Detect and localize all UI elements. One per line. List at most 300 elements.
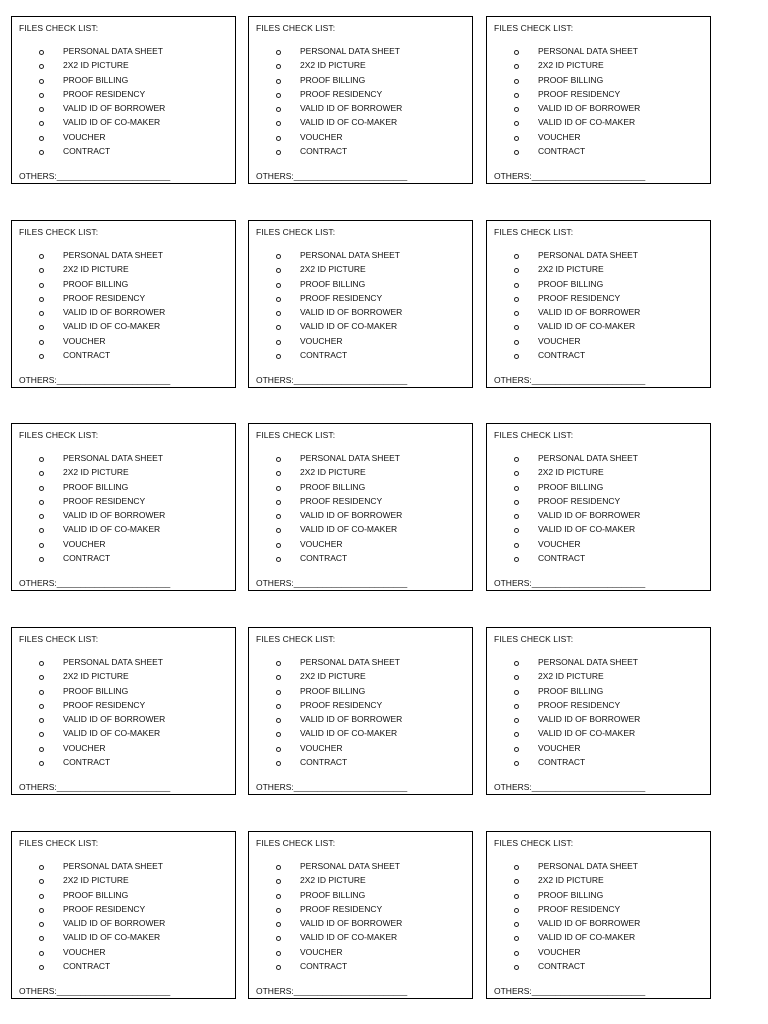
checklist-items xyxy=(487,657,710,771)
checklist-item xyxy=(12,467,235,481)
circle-bullet-icon xyxy=(276,690,281,695)
checklist-item xyxy=(487,728,710,742)
circle-bullet-icon xyxy=(39,879,44,884)
circle-bullet-icon xyxy=(514,951,519,956)
checklist-title: FILES CHECK LIST: xyxy=(256,227,336,237)
checklist-item-label: CONTRACT xyxy=(63,961,111,972)
circle-bullet-icon xyxy=(276,908,281,913)
checklist-item-label: 2X2 ID PICTURE xyxy=(538,671,604,682)
circle-bullet-icon xyxy=(276,93,281,98)
checklist-item-label: VOUCHER xyxy=(300,742,343,753)
checklist-item-label: PERSONAL DATA SHEET xyxy=(538,453,638,463)
checklist-item-label: VOUCHER xyxy=(63,946,106,957)
checklist-items xyxy=(487,453,710,567)
checklist-card xyxy=(248,423,473,591)
checklist-card xyxy=(11,831,236,999)
checklist-item xyxy=(249,103,472,117)
checklist-item-label: VALID ID OF CO-MAKER xyxy=(300,932,398,943)
checklist-item-label: VALID ID OF CO-MAKER xyxy=(538,117,636,128)
checklist-item-label: CONTRACT xyxy=(300,553,348,564)
checklist-item-label: VALID ID OF BORROWER xyxy=(300,918,403,929)
circle-bullet-icon xyxy=(514,922,519,927)
checklist-item xyxy=(12,918,235,932)
checklist-item-label: PROOF RESIDENCY xyxy=(300,699,383,710)
checklist-item-label: PROOF RESIDENCY xyxy=(538,88,621,99)
others-line: OTHERS:________________________ xyxy=(494,782,646,792)
checklist-item-label: VALID ID OF BORROWER xyxy=(538,103,641,114)
checklist-item xyxy=(487,307,710,321)
checklist-item xyxy=(249,861,472,875)
checklist-title: FILES CHECK LIST: xyxy=(256,430,336,440)
checklist-items xyxy=(487,250,710,364)
circle-bullet-icon xyxy=(514,297,519,302)
circle-bullet-icon xyxy=(514,894,519,899)
checklist-items xyxy=(487,46,710,160)
checklist-item xyxy=(487,350,710,364)
circle-bullet-icon xyxy=(39,79,44,84)
checklist-item xyxy=(487,75,710,89)
checklist-title: FILES CHECK LIST: xyxy=(256,838,336,848)
checklist-title: FILES CHECK LIST: xyxy=(19,634,99,644)
circle-bullet-icon xyxy=(514,471,519,476)
checklist-item xyxy=(249,117,472,131)
checklist-item-label: PROOF BILLING xyxy=(538,889,604,900)
checklist-item-label: VALID ID OF CO-MAKER xyxy=(538,932,636,943)
checklist-item-label: VALID ID OF CO-MAKER xyxy=(538,524,636,535)
checklist-items xyxy=(249,46,472,160)
checklist-item xyxy=(12,89,235,103)
checklist-item-label: PROOF BILLING xyxy=(300,685,366,696)
checklist-item-label: PROOF BILLING xyxy=(63,889,129,900)
circle-bullet-icon xyxy=(276,268,281,273)
circle-bullet-icon xyxy=(39,922,44,927)
checklist-card xyxy=(486,831,711,999)
checklist-item xyxy=(12,757,235,771)
checklist-item xyxy=(249,482,472,496)
checklist-item xyxy=(12,671,235,685)
checklist-item xyxy=(249,250,472,264)
checklist-item xyxy=(12,961,235,975)
checklist-item xyxy=(487,743,710,757)
checklist-item xyxy=(12,539,235,553)
circle-bullet-icon xyxy=(39,283,44,288)
checklist-title: FILES CHECK LIST: xyxy=(19,23,99,33)
circle-bullet-icon xyxy=(39,136,44,141)
circle-bullet-icon xyxy=(39,471,44,476)
checklist-item xyxy=(12,657,235,671)
checklist-item xyxy=(487,321,710,335)
checklist-item-label: PERSONAL DATA SHEET xyxy=(300,46,400,56)
circle-bullet-icon xyxy=(514,528,519,533)
checklist-item-label: PROOF RESIDENCY xyxy=(300,292,383,303)
checklist-item-label: 2X2 ID PICTURE xyxy=(300,671,366,682)
checklist-item-label: PERSONAL DATA SHEET xyxy=(63,453,163,463)
checklist-item-label: PROOF BILLING xyxy=(63,74,129,85)
circle-bullet-icon xyxy=(39,761,44,766)
checklist-card xyxy=(11,423,236,591)
checklist-item-label: VALID ID OF CO-MAKER xyxy=(63,728,161,739)
checklist-item xyxy=(487,700,710,714)
checklist-item-label: PROOF BILLING xyxy=(300,889,366,900)
circle-bullet-icon xyxy=(39,894,44,899)
circle-bullet-icon xyxy=(276,718,281,723)
checklist-item xyxy=(487,132,710,146)
checklist-item-label: VALID ID OF BORROWER xyxy=(300,307,403,318)
checklist-item-label: 2X2 ID PICTURE xyxy=(63,671,129,682)
circle-bullet-icon xyxy=(39,543,44,548)
circle-bullet-icon xyxy=(39,747,44,752)
checklist-item-label: VOUCHER xyxy=(300,131,343,142)
circle-bullet-icon xyxy=(39,268,44,273)
checklist-title: FILES CHECK LIST: xyxy=(19,227,99,237)
checklist-item xyxy=(249,293,472,307)
circle-bullet-icon xyxy=(39,936,44,941)
checklist-item-label: 2X2 ID PICTURE xyxy=(538,60,604,71)
checklist-item xyxy=(487,932,710,946)
circle-bullet-icon xyxy=(276,557,281,562)
checklist-item xyxy=(249,657,472,671)
checklist-item xyxy=(12,947,235,961)
checklist-item xyxy=(249,279,472,293)
circle-bullet-icon xyxy=(39,908,44,913)
checklist-items xyxy=(12,46,235,160)
circle-bullet-icon xyxy=(39,325,44,330)
checklist-item xyxy=(249,510,472,524)
circle-bullet-icon xyxy=(39,732,44,737)
circle-bullet-icon xyxy=(276,107,281,112)
checklist-item xyxy=(249,728,472,742)
circle-bullet-icon xyxy=(276,675,281,680)
circle-bullet-icon xyxy=(276,936,281,941)
checklist-item xyxy=(249,932,472,946)
circle-bullet-icon xyxy=(276,79,281,84)
checklist-item-label: VALID ID OF CO-MAKER xyxy=(63,117,161,128)
circle-bullet-icon xyxy=(514,557,519,562)
checklist-item-label: VALID ID OF BORROWER xyxy=(63,103,166,114)
checklist-item xyxy=(249,961,472,975)
others-line: OTHERS:________________________ xyxy=(19,375,171,385)
circle-bullet-icon xyxy=(514,965,519,970)
checklist-item xyxy=(249,75,472,89)
checklist-item xyxy=(487,904,710,918)
circle-bullet-icon xyxy=(276,500,281,505)
checklist-item-label: PERSONAL DATA SHEET xyxy=(63,861,163,871)
circle-bullet-icon xyxy=(39,951,44,956)
checklist-item-label: VOUCHER xyxy=(538,335,581,346)
checklist-card xyxy=(248,627,473,795)
checklist-item-label: VOUCHER xyxy=(63,538,106,549)
checklist-item-label: PROOF BILLING xyxy=(63,481,129,492)
checklist-item xyxy=(487,510,710,524)
checklist-item-label: PERSONAL DATA SHEET xyxy=(538,250,638,260)
circle-bullet-icon xyxy=(514,107,519,112)
checklist-item xyxy=(487,671,710,685)
checklist-item xyxy=(487,103,710,117)
checklist-items xyxy=(249,453,472,567)
circle-bullet-icon xyxy=(39,500,44,505)
checklist-item xyxy=(12,728,235,742)
checklist-item-label: PROOF RESIDENCY xyxy=(538,495,621,506)
checklist-item xyxy=(12,103,235,117)
circle-bullet-icon xyxy=(276,704,281,709)
checklist-item xyxy=(249,453,472,467)
checklist-item-label: PROOF RESIDENCY xyxy=(63,903,146,914)
checklist-item-label: PROOF RESIDENCY xyxy=(63,292,146,303)
checklist-card xyxy=(486,220,711,388)
checklist-item xyxy=(249,146,472,160)
checklist-item xyxy=(249,132,472,146)
checklist-item-label: VALID ID OF CO-MAKER xyxy=(63,524,161,535)
checklist-item-label: PERSONAL DATA SHEET xyxy=(63,657,163,667)
checklist-item xyxy=(249,904,472,918)
checklist-item xyxy=(487,46,710,60)
checklist-item xyxy=(249,264,472,278)
checklist-item-label: 2X2 ID PICTURE xyxy=(300,60,366,71)
circle-bullet-icon xyxy=(514,268,519,273)
checklist-item xyxy=(249,890,472,904)
checklist-item-label: VALID ID OF BORROWER xyxy=(300,103,403,114)
circle-bullet-icon xyxy=(514,325,519,330)
circle-bullet-icon xyxy=(514,514,519,519)
circle-bullet-icon xyxy=(39,297,44,302)
checklist-title: FILES CHECK LIST: xyxy=(494,634,574,644)
circle-bullet-icon xyxy=(276,661,281,666)
circle-bullet-icon xyxy=(514,908,519,913)
checklist-item xyxy=(249,89,472,103)
checklist-card xyxy=(11,220,236,388)
checklist-item-label: PERSONAL DATA SHEET xyxy=(538,657,638,667)
circle-bullet-icon xyxy=(39,50,44,55)
others-line: OTHERS:________________________ xyxy=(494,578,646,588)
checklist-item xyxy=(12,524,235,538)
checklist-title: FILES CHECK LIST: xyxy=(494,227,574,237)
checklist-item xyxy=(487,890,710,904)
circle-bullet-icon xyxy=(276,528,281,533)
circle-bullet-icon xyxy=(276,297,281,302)
circle-bullet-icon xyxy=(514,704,519,709)
checklist-item xyxy=(12,932,235,946)
others-line: OTHERS:________________________ xyxy=(256,375,408,385)
checklist-item xyxy=(12,307,235,321)
checklist-item xyxy=(487,961,710,975)
checklist-card xyxy=(486,627,711,795)
checklist-item xyxy=(487,553,710,567)
circle-bullet-icon xyxy=(276,761,281,766)
circle-bullet-icon xyxy=(514,486,519,491)
checklist-item-label: VALID ID OF BORROWER xyxy=(63,510,166,521)
checklist-item-label: PERSONAL DATA SHEET xyxy=(63,250,163,260)
checklist-item xyxy=(249,350,472,364)
checklist-item xyxy=(487,861,710,875)
checklist-item-label: CONTRACT xyxy=(538,146,586,157)
circle-bullet-icon xyxy=(276,283,281,288)
others-line: OTHERS:________________________ xyxy=(256,986,408,996)
checklist-item-label: PROOF RESIDENCY xyxy=(300,903,383,914)
checklist-item-label: 2X2 ID PICTURE xyxy=(63,467,129,478)
checklist-item xyxy=(249,757,472,771)
circle-bullet-icon xyxy=(514,865,519,870)
checklist-item xyxy=(12,482,235,496)
checklist-item-label: VOUCHER xyxy=(63,742,106,753)
checklist-item-label: CONTRACT xyxy=(538,350,586,361)
checklist-title: FILES CHECK LIST: xyxy=(494,430,574,440)
circle-bullet-icon xyxy=(514,675,519,680)
checklist-card xyxy=(248,16,473,184)
checklist-item xyxy=(487,496,710,510)
circle-bullet-icon xyxy=(276,965,281,970)
checklist-item-label: VOUCHER xyxy=(538,742,581,753)
checklist-item-label: 2X2 ID PICTURE xyxy=(63,60,129,71)
circle-bullet-icon xyxy=(39,675,44,680)
checklist-item-label: PROOF BILLING xyxy=(538,278,604,289)
checklist-item-label: CONTRACT xyxy=(538,553,586,564)
circle-bullet-icon xyxy=(276,471,281,476)
circle-bullet-icon xyxy=(514,79,519,84)
circle-bullet-icon xyxy=(514,747,519,752)
checklist-item xyxy=(249,467,472,481)
checklist-title: FILES CHECK LIST: xyxy=(494,838,574,848)
circle-bullet-icon xyxy=(276,64,281,69)
checklist-item xyxy=(249,714,472,728)
circle-bullet-icon xyxy=(514,500,519,505)
checklist-item xyxy=(12,293,235,307)
checklist-item xyxy=(249,336,472,350)
circle-bullet-icon xyxy=(276,136,281,141)
checklist-item-label: VALID ID OF BORROWER xyxy=(538,307,641,318)
checklist-item xyxy=(12,336,235,350)
checklist-item-label: VALID ID OF CO-MAKER xyxy=(63,932,161,943)
checklist-item xyxy=(249,553,472,567)
others-line: OTHERS:________________________ xyxy=(494,375,646,385)
checklist-item-label: PROOF BILLING xyxy=(538,481,604,492)
checklist-title: FILES CHECK LIST: xyxy=(256,634,336,644)
circle-bullet-icon xyxy=(514,718,519,723)
checklist-item xyxy=(12,117,235,131)
checklist-item xyxy=(12,553,235,567)
checklist-item xyxy=(487,686,710,700)
circle-bullet-icon xyxy=(276,879,281,884)
checklist-item-label: PROOF BILLING xyxy=(300,481,366,492)
checklist-item-label: 2X2 ID PICTURE xyxy=(300,875,366,886)
checklist-item-label: VALID ID OF BORROWER xyxy=(300,510,403,521)
checklist-item-label: 2X2 ID PICTURE xyxy=(538,875,604,886)
checklist-title: FILES CHECK LIST: xyxy=(19,430,99,440)
checklist-item-label: PROOF BILLING xyxy=(538,685,604,696)
checklist-item-label: PROOF RESIDENCY xyxy=(300,88,383,99)
checklist-item-label: VOUCHER xyxy=(300,946,343,957)
checklist-item-label: VALID ID OF BORROWER xyxy=(300,714,403,725)
circle-bullet-icon xyxy=(276,747,281,752)
checklist-item-label: 2X2 ID PICTURE xyxy=(63,264,129,275)
checklist-item xyxy=(249,307,472,321)
circle-bullet-icon xyxy=(514,690,519,695)
checklist-item-label: PERSONAL DATA SHEET xyxy=(63,46,163,56)
checklist-item xyxy=(12,861,235,875)
circle-bullet-icon xyxy=(276,543,281,548)
circle-bullet-icon xyxy=(276,121,281,126)
checklist-item-label: 2X2 ID PICTURE xyxy=(300,467,366,478)
checklist-item-label: PERSONAL DATA SHEET xyxy=(300,250,400,260)
others-line: OTHERS:________________________ xyxy=(19,578,171,588)
others-line: OTHERS:________________________ xyxy=(256,782,408,792)
checklist-item xyxy=(487,875,710,889)
circle-bullet-icon xyxy=(39,718,44,723)
checklist-item xyxy=(12,321,235,335)
checklist-item xyxy=(249,496,472,510)
checklist-item xyxy=(12,875,235,889)
checklist-item xyxy=(487,279,710,293)
circle-bullet-icon xyxy=(514,254,519,259)
checklist-item xyxy=(12,350,235,364)
checklist-item-label: VOUCHER xyxy=(63,335,106,346)
checklist-title: FILES CHECK LIST: xyxy=(19,838,99,848)
checklist-item xyxy=(12,496,235,510)
circle-bullet-icon xyxy=(276,340,281,345)
checklist-item xyxy=(487,757,710,771)
checklist-card xyxy=(486,16,711,184)
checklist-item-label: CONTRACT xyxy=(300,757,348,768)
checklist-item-label: CONTRACT xyxy=(63,553,111,564)
circle-bullet-icon xyxy=(39,528,44,533)
checklist-item xyxy=(12,279,235,293)
checklist-item xyxy=(249,743,472,757)
checklist-item xyxy=(12,146,235,160)
circle-bullet-icon xyxy=(514,283,519,288)
checklist-item xyxy=(487,524,710,538)
checklist-item xyxy=(487,293,710,307)
checklist-item-label: VALID ID OF CO-MAKER xyxy=(300,728,398,739)
checklist-item xyxy=(12,46,235,60)
checklist-item xyxy=(487,467,710,481)
others-line: OTHERS:________________________ xyxy=(19,171,171,181)
checklist-item-label: VOUCHER xyxy=(538,131,581,142)
circle-bullet-icon xyxy=(276,254,281,259)
checklist-item-label: VALID ID OF CO-MAKER xyxy=(300,321,398,332)
circle-bullet-icon xyxy=(276,150,281,155)
checklist-item xyxy=(12,700,235,714)
checklist-title: FILES CHECK LIST: xyxy=(256,23,336,33)
checklist-item-label: VOUCHER xyxy=(300,335,343,346)
circle-bullet-icon xyxy=(39,865,44,870)
circle-bullet-icon xyxy=(514,340,519,345)
checklist-card xyxy=(11,16,236,184)
circle-bullet-icon xyxy=(514,879,519,884)
circle-bullet-icon xyxy=(514,661,519,666)
checklist-item xyxy=(487,482,710,496)
checklist-item xyxy=(487,657,710,671)
checklist-item-label: PROOF RESIDENCY xyxy=(63,495,146,506)
checklist-item-label: CONTRACT xyxy=(538,961,586,972)
checklist-item-label: VALID ID OF CO-MAKER xyxy=(300,117,398,128)
checklist-item xyxy=(487,336,710,350)
circle-bullet-icon xyxy=(514,121,519,126)
circle-bullet-icon xyxy=(39,93,44,98)
checklist-item-label: VALID ID OF BORROWER xyxy=(538,918,641,929)
others-line: OTHERS:________________________ xyxy=(494,171,646,181)
checklist-item-label: PROOF RESIDENCY xyxy=(63,88,146,99)
checklist-item-label: VALID ID OF BORROWER xyxy=(63,714,166,725)
circle-bullet-icon xyxy=(39,514,44,519)
checklist-item xyxy=(249,321,472,335)
checklist-item-label: PROOF BILLING xyxy=(538,74,604,85)
checklist-item-label: VALID ID OF CO-MAKER xyxy=(538,728,636,739)
checklist-item-label: VOUCHER xyxy=(538,538,581,549)
checklist-item xyxy=(487,89,710,103)
checklist-item xyxy=(249,700,472,714)
circle-bullet-icon xyxy=(514,311,519,316)
checklist-card xyxy=(11,627,236,795)
checklist-item-label: PERSONAL DATA SHEET xyxy=(538,46,638,56)
